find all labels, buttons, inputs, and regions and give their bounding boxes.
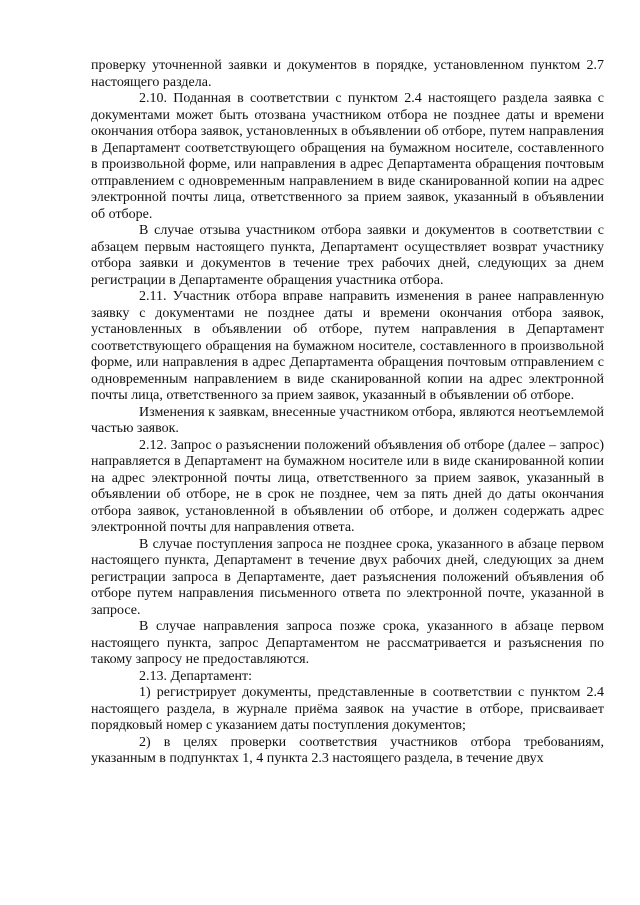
- paragraph-2-12: 2.12. Запрос о разъяснении положений объявления об отборе (далее – запрос) направляется в Департамент на бумажном носителе или в виде сканированной копии на адрес электронной почты лица, ответственного за прием заявок, указанный в объявлении об отборе, не в срок не позднее, чем за пять дней до даты окончания отбора заявок, установленной в объявлении об отборе, и должен содержать адрес электронной почты для направления ответа.: [91, 437, 604, 535]
- paragraph-2-10-withdrawal: В случае отзыва участником отбора заявки и документов в соответствии с абзацем первым настоящего пункта, Департамент осуществляет возврат участнику отбора заявки и документов в течение трех рабочих дней, следующих за днем регистрации в Департаменте обращения участника отбора.: [91, 223, 604, 288]
- paragraph-2-11-changes: Изменения к заявкам, внесенные участником отбора, являются неотъемлемой частью заявок.: [91, 404, 604, 436]
- paragraph-2-11: 2.11. Участник отбора вправе направить изменения в ранее направленную заявку с документами не позднее даты и времени окончания отбора заявок, установленных в объявлении об отборе, путем направления в Департамент соответствующего обращения на бумажном носителе, составленного в произвольной форме, или направления в адрес Департамента обращения почтовым отправлением с одновременным направлением в виде сканированной копии на адрес электронной почты лица, ответственного за прием заявок, указанный в объявлении об отборе.: [91, 289, 604, 403]
- paragraph-2-12-timely: В случае поступления запроса не позднее срока, указанного в абзаце первом настоящего пункта, Департамент в течение двух рабочих дней, следующих за днем регистрации запроса в Департаменте, дает разъяснения положений объявления об отборе путем направления письменного ответа по электронной почте, указанной в запросе.: [91, 536, 604, 618]
- paragraph-continuation: проверку уточненной заявки и документов в порядке, установленном пунктом 2.7 настоящего раздела.: [91, 58, 604, 90]
- paragraph-2-12-late: В случае направления запроса позже срока, указанного в абзаце первом настоящего пункта, запрос Департаментом не рассматривается и разъяснения по такому запросу не предоставляются.: [91, 619, 604, 667]
- paragraph-2-13-item-1: 1) регистрирует документы, представленные в соответствии с пунктом 2.4 настоящего раздела, в журнале приёма заявок на участие в отборе, присваивает порядковый номер с указанием даты поступления документов;: [91, 685, 604, 733]
- document-page: [91, 58, 604, 768]
- paragraph-2-13-item-2: 2) в целях проверки соответствия участников отбора требованиям, указанным в подпунктах 1, 4 пункта 2.3 настоящего раздела, в течение двух: [91, 734, 604, 766]
- paragraph-2-10: 2.10. Поданная в соответствии с пунктом 2.4 настоящего раздела заявка с документами может быть отозвана участником отбора не позднее даты и времени окончания отбора заявок, установленных в объявлении об отборе, путем направления в Департамент соответствующего обращения на бумажном носителе, составленного в произвольной форме, или направления в адрес Департамента обращения почтовым отправлением с одновременным направлением в виде сканированной копии на адрес электронной почты лица, ответственного за прием заявок, указанный в объявлении об отборе.: [91, 91, 604, 222]
- paragraph-2-13: 2.13. Департамент:: [139, 668, 253, 684]
